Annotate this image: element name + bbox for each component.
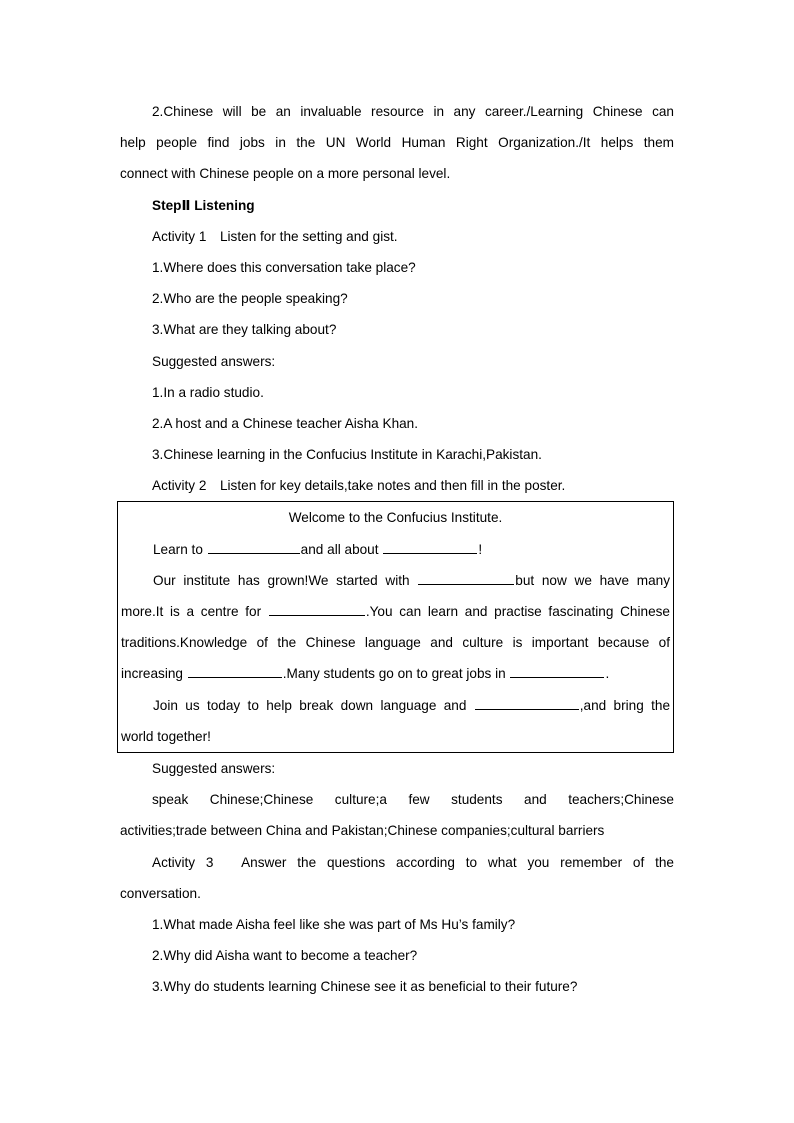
fill-blank[interactable] [208, 538, 300, 554]
poster-line: increasing .Many students go on to great jobs in . [121, 658, 673, 689]
poster-line: Join us today to help break down language and ,and bring the [121, 690, 673, 721]
suggested-answers-label: Suggested answers: [152, 353, 276, 369]
poster-title: Welcome to the Confucius Institute. [288, 510, 503, 526]
poster-line: world together! [121, 728, 211, 744]
poster-line: more.It is a centre for .You can learn and practise fascinating Chinese [121, 596, 673, 627]
answer-text-line: speak Chinese;Chinese culture;a few students and teachers;Chinese [152, 792, 674, 808]
poster-box [117, 501, 674, 753]
answer-text-line: connect with Chinese people on a more personal level. [120, 166, 451, 182]
answer-text-line: activities;trade between China and Pakistan;Chinese companies;cultural barriers [120, 823, 605, 839]
question-item: 3.What are they talking about? [152, 322, 337, 338]
answer-text-line: 2.Chinese will be an invaluable resource in any career./Learning Chinese can [152, 104, 674, 119]
poster-line: traditions.Knowledge of the Chinese language and culture is important because of [121, 635, 670, 651]
activity3-title-cont: conversation. [120, 885, 201, 901]
question-item: 2.Who are the people speaking? [152, 291, 348, 307]
answer-item: 1.In a radio studio. [152, 384, 264, 400]
fill-blank[interactable] [510, 662, 604, 678]
answer-text-line: help people find jobs in the UN World Human Right Organization./It helps them [120, 135, 674, 151]
fill-blank[interactable] [418, 569, 514, 585]
question-item: 2.Why did Aisha want to become a teacher? [152, 948, 418, 964]
fill-blank[interactable] [383, 538, 477, 554]
answer-item: 3.Chinese learning in the Confucius Institute in Karachi,Pakistan. [152, 447, 542, 463]
activity1-title: Activity 1 Listen for the setting and gist. [152, 228, 398, 244]
question-item: 3.Why do students learning Chinese see it as beneficial to their future? [152, 979, 578, 995]
worksheet-page [120, 96, 674, 1002]
poster-line: Learn to and all about ! [121, 534, 673, 565]
fill-blank[interactable] [475, 694, 579, 710]
question-item: 1.What made Aisha feel like she was part of Ms Hu’s family? [152, 916, 516, 932]
question-item: 1.Where does this conversation take place? [152, 259, 416, 275]
suggested-answers-label: Suggested answers: [152, 760, 276, 776]
answer-item: 2.A host and a Chinese teacher Aisha Khan. [152, 415, 419, 431]
step-heading: StepⅡ Listening [152, 197, 255, 213]
poster-line: Our institute has grown!We started with but now we have many [121, 565, 673, 596]
activity2-title: Activity 2 Listen for key details,take notes and then fill in the poster. [152, 478, 566, 494]
fill-blank[interactable] [188, 662, 282, 678]
activity3-title: Activity 3 Answer the questions according to what you remember of the [152, 854, 674, 870]
fill-blank[interactable] [269, 600, 365, 616]
